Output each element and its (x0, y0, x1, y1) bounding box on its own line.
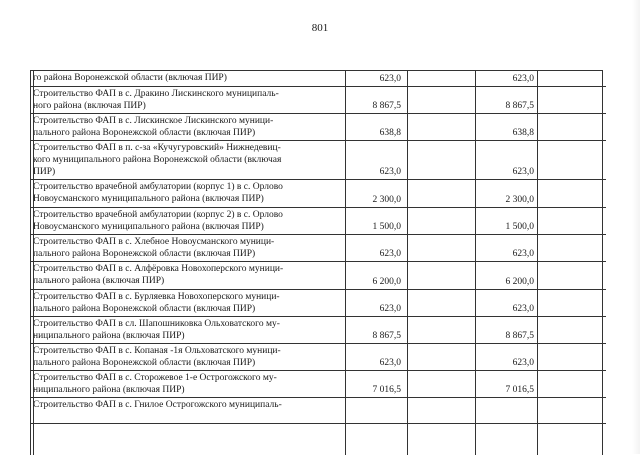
column-divider (407, 71, 408, 455)
row-description (31, 179, 343, 207)
row-description (31, 86, 343, 113)
amount-cell: 623,0 (343, 140, 404, 179)
budget-table-grid (31, 71, 606, 424)
amount-cell: 623,0 (474, 234, 537, 261)
table-row (31, 343, 606, 370)
scan-edge-shadow (632, 0, 640, 454)
description-line: ПИР) (33, 166, 56, 177)
description-line: Строительство ФАП в с. Бурляевка Новохоперского муници- (33, 291, 280, 302)
empty-cell (404, 261, 474, 289)
amount-cell: 7 016,5 (343, 370, 404, 397)
description-line: Строительство ФАП в с. Дракино Лискинского муниципаль- (33, 88, 279, 99)
table-row (31, 370, 606, 397)
empty-cell (537, 71, 606, 86)
amount-cell: 6 200,0 (474, 261, 537, 289)
description-line: го района Воронежской области (включая ПИР) (33, 73, 227, 83)
empty-cell (537, 397, 606, 423)
empty-cell (537, 261, 606, 289)
amount-cell: 6 200,0 (343, 261, 404, 289)
empty-cell (404, 86, 474, 113)
description-line: пального района (включая ПИР) (33, 275, 165, 286)
description-line: Строительство врачебной амбулатории (корпус 1) в с. Орлово (33, 181, 283, 192)
amount-cell: 623,0 (343, 289, 404, 316)
description-line: Строительство ФАП в с. Копаная -1я Ольховатского муници- (33, 345, 281, 356)
description-line: Новоусманского муниципального района (включая ПИР) (33, 221, 264, 232)
table-row (31, 86, 606, 113)
empty-cell (537, 179, 606, 207)
description-line: кого муниципального района Воронежской области (включая (33, 154, 282, 165)
row-description (31, 316, 343, 343)
amount-cell (474, 397, 537, 423)
description-line: Строительство ФАП в с. Гнилое Острогожского муниципаль- (33, 399, 282, 410)
description-line: пального района Воронежской области (включая ПИР) (33, 127, 256, 138)
empty-cell (404, 113, 474, 140)
amount-cell: 8 867,5 (474, 316, 537, 343)
empty-cell (404, 397, 474, 423)
amount-cell: 623,0 (343, 343, 404, 370)
empty-cell (404, 140, 474, 179)
row-description (31, 140, 343, 179)
amount-cell: 2 300,0 (474, 179, 537, 207)
table-row (31, 289, 606, 316)
page-number: 801 (311, 22, 329, 34)
row-description (31, 234, 343, 261)
description-line: пального района Воронежской области (включая ПИР) (33, 248, 256, 259)
row-description (31, 343, 343, 370)
amount-cell: 1 500,0 (343, 207, 404, 234)
amount-cell: 623,0 (343, 234, 404, 261)
table-row (31, 207, 606, 234)
table-row (31, 71, 606, 86)
description-line: Строительство ФАП в с. Хлебное Новоусманского муници- (33, 236, 275, 247)
description-line: ного района (включая ПИР) (33, 100, 146, 111)
empty-cell (537, 207, 606, 234)
empty-cell (404, 316, 474, 343)
empty-cell (537, 370, 606, 397)
description-line: Строительство ФАП в с. Сторожевое 1-е Острогожского му- (33, 372, 277, 383)
empty-cell (537, 86, 606, 113)
empty-cell (537, 113, 606, 140)
table-row (31, 113, 606, 140)
description-line: Строительство врачебной амбулатории (корпус 2) в с. Орлово (33, 209, 283, 220)
empty-cell (404, 370, 474, 397)
table-row (31, 261, 606, 289)
amount-cell: 8 867,5 (343, 316, 404, 343)
empty-cell (404, 207, 474, 234)
table-row (31, 234, 606, 261)
empty-cell (537, 289, 606, 316)
table-row (31, 179, 606, 207)
amount-cell: 623,0 (474, 343, 537, 370)
table-body (31, 71, 606, 423)
amount-cell: 8 867,5 (474, 86, 537, 113)
empty-cell (404, 179, 474, 207)
row-description (31, 261, 343, 289)
budget-table (30, 70, 603, 455)
row-description (31, 289, 343, 316)
amount-cell: 638,8 (343, 113, 404, 140)
empty-cell (404, 289, 474, 316)
description-line: Строительство ФАП в п. с-за «Кучугуровский» Нижнедевиц- (33, 142, 281, 153)
description-line: Новоусманского муниципального района (включая ПИР) (33, 193, 264, 204)
description-line: пального района Воронежской области (включая ПИР) (33, 357, 256, 368)
row-description (31, 370, 343, 397)
amount-cell: 7 016,5 (474, 370, 537, 397)
empty-cell (404, 343, 474, 370)
column-divider (537, 71, 538, 455)
description-line: Строительство ФАП в с. Алфёровка Новохоперского муници- (33, 263, 284, 274)
empty-cell (537, 343, 606, 370)
row-description (31, 71, 343, 86)
table-row (31, 397, 606, 423)
column-divider (475, 71, 476, 455)
description-line: Строительство ФАП в сл. Шапошниковка Ольховатского му- (33, 318, 280, 329)
amount-cell: 638,8 (474, 113, 537, 140)
description-line: ниципального района (включая ПИР) (33, 330, 185, 341)
empty-cell (537, 140, 606, 179)
amount-cell: 623,0 (474, 71, 537, 86)
empty-cell (537, 234, 606, 261)
table-row (31, 316, 606, 343)
empty-cell (404, 71, 474, 86)
row-description (31, 207, 343, 234)
empty-cell (404, 234, 474, 261)
row-description (31, 397, 343, 423)
amount-cell: 623,0 (474, 289, 537, 316)
amount-cell: 1 500,0 (474, 207, 537, 234)
amount-cell: 2 300,0 (343, 179, 404, 207)
empty-cell (537, 316, 606, 343)
amount-cell: 623,0 (474, 140, 537, 179)
amount-cell (343, 397, 404, 423)
table-row (31, 140, 606, 179)
row-description (31, 113, 343, 140)
amount-cell: 623,0 (343, 71, 404, 86)
description-line: ниципального района (включая ПИР) (33, 384, 185, 395)
description-line: пального района Воронежской области (включая ПИР) (33, 303, 256, 314)
description-line: Строительство ФАП в с. Лискинское Лискинского муници- (33, 115, 274, 126)
column-divider (33, 71, 34, 455)
column-divider (345, 71, 346, 455)
amount-cell: 8 867,5 (343, 86, 404, 113)
